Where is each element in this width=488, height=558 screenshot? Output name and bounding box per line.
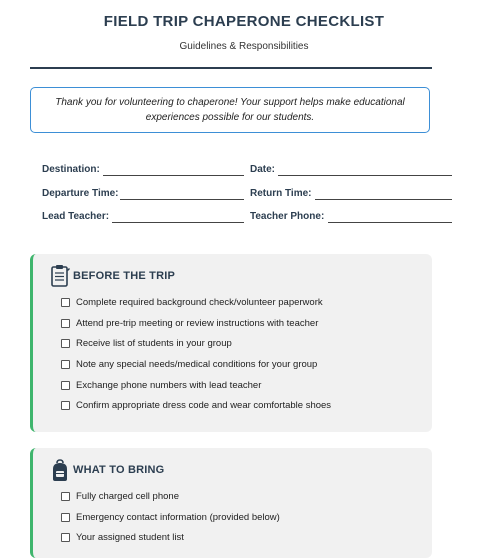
list-item[interactable] — [61, 507, 280, 528]
list-item[interactable] — [61, 292, 331, 313]
page-subtitle: Guidelines & Responsibilities — [179, 41, 309, 52]
page-title: FIELD TRIP CHAPERONE CHECKLIST — [103, 13, 385, 30]
what-to-bring-list — [61, 486, 280, 548]
lead-teacher-line[interactable] — [112, 222, 244, 223]
list-item[interactable] — [61, 313, 331, 334]
item-label: Your assigned student list — [76, 532, 184, 544]
return-time-line[interactable] — [315, 199, 452, 200]
before-trip-section — [30, 254, 432, 432]
list-item[interactable] — [61, 527, 280, 548]
destination-label: Destination: — [42, 164, 100, 175]
list-item[interactable] — [61, 333, 331, 354]
list-item[interactable] — [61, 395, 331, 416]
checkbox[interactable] — [61, 492, 70, 501]
list-item[interactable] — [61, 375, 331, 396]
intro-box — [30, 87, 430, 133]
checkbox[interactable] — [61, 360, 70, 369]
departure-time-label: Departure Time: — [42, 188, 119, 199]
checkbox[interactable] — [61, 319, 70, 328]
date-label: Date: — [250, 164, 276, 175]
item-label: Exchange phone numbers with lead teacher — [76, 379, 262, 391]
lead-teacher-field — [42, 211, 244, 225]
departure-time-line[interactable] — [120, 199, 244, 200]
list-item[interactable] — [61, 486, 280, 507]
backpack-icon — [49, 458, 71, 482]
item-label: Note any special needs/medical conditions for your group — [76, 358, 318, 370]
header-divider — [30, 67, 432, 69]
item-label: Fully charged cell phone — [76, 490, 179, 502]
item-label: Emergency contact information (provided below) — [76, 511, 280, 523]
item-label: Attend pre-trip meeting or review instructions with teacher — [76, 317, 319, 329]
before-trip-header — [49, 264, 175, 288]
what-to-bring-title: WHAT TO BRING — [73, 464, 165, 476]
clipboard-icon — [49, 264, 71, 288]
before-trip-list — [61, 292, 331, 416]
intro-text: Thank you for volunteering to chaperone! Your support helps make educational experiences possible for our students. — [55, 97, 405, 123]
before-trip-title: BEFORE THE TRIP — [73, 270, 176, 282]
checkbox[interactable] — [61, 298, 70, 307]
departure-time-field — [42, 188, 244, 202]
destination-field — [42, 164, 244, 178]
checkbox[interactable] — [61, 533, 70, 542]
checkbox[interactable] — [61, 513, 70, 522]
checkbox[interactable] — [61, 339, 70, 348]
item-label: Confirm appropriate dress code and wear comfortable shoes — [76, 400, 332, 412]
date-line[interactable] — [278, 175, 452, 176]
return-time-label: Return Time: — [250, 188, 312, 199]
teacher-phone-field — [250, 211, 452, 225]
checkbox[interactable] — [61, 401, 70, 410]
what-to-bring-header — [49, 458, 164, 482]
teacher-phone-label: Teacher Phone: — [250, 211, 325, 222]
checkbox[interactable] — [61, 381, 70, 390]
item-label: Receive list of students in your group — [76, 338, 232, 350]
list-item[interactable] — [61, 354, 331, 375]
destination-line[interactable] — [103, 175, 244, 176]
what-to-bring-section — [30, 448, 432, 558]
teacher-phone-line[interactable] — [328, 222, 452, 223]
lead-teacher-label: Lead Teacher: — [42, 211, 110, 222]
return-time-field — [250, 188, 452, 202]
item-label: Complete required background check/volunteer paperwork — [76, 296, 323, 308]
date-field — [250, 164, 452, 178]
